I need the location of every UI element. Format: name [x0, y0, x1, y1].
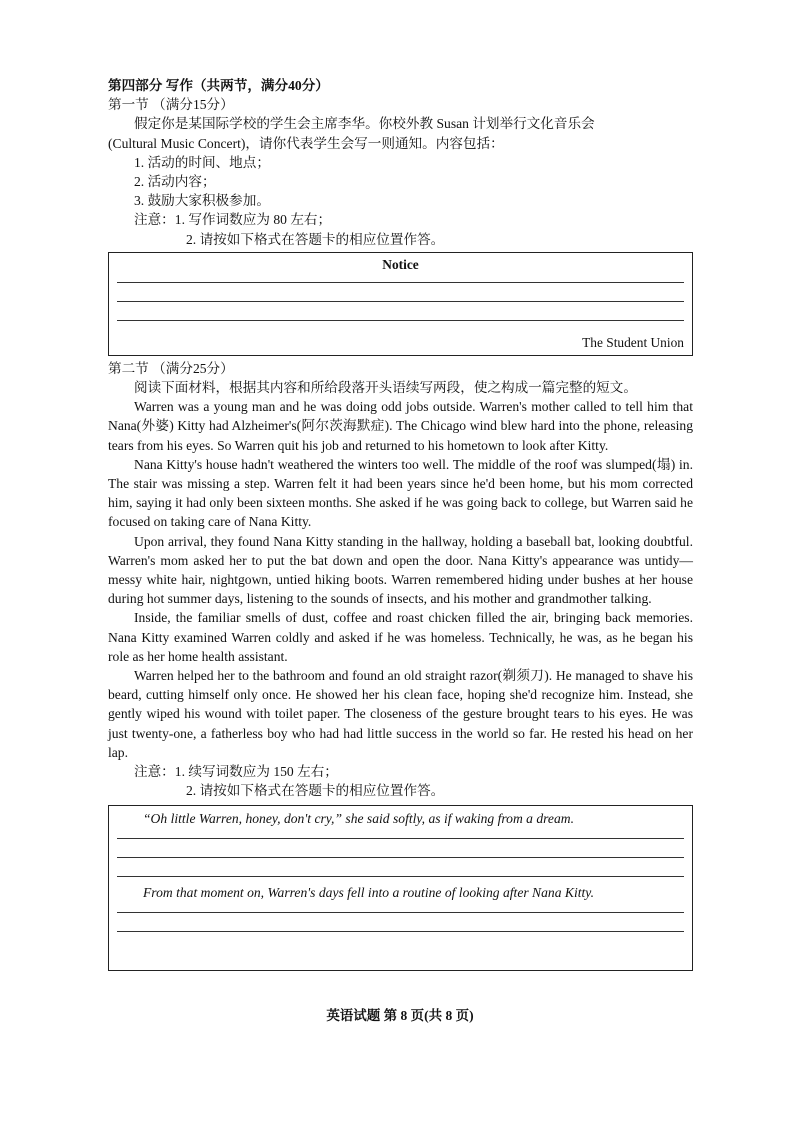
answer-line — [117, 931, 684, 932]
page-footer: 英语试题 第 8 页(共 8 页) — [326, 1008, 474, 1023]
story-paragraph-1: Warren was a young man and he was doing odd jobs outside. Warren's mother called to tell him that Nana(外婆) Kitty had Alzheimer's(阿尔茨海默症). The Chicago wind blew hard into the phone, releasing tears from his eyes. So Warren quit his job and returned to his hometown to look after Kitty. — [108, 399, 693, 453]
answer-line — [117, 876, 684, 877]
answer-line — [117, 320, 684, 321]
notice-answer-box — [108, 252, 693, 356]
continuation-opening-2: From that moment on, Warren's days fell into a routine of looking after Nana Kitty. — [143, 884, 594, 900]
story-paragraph-4: Inside, the familiar smells of dust, coffee and roast chicken filled the air, bringing back memories. Nana Kitty examined Warren coldly and asked if he was homeless. Technically, he was, as he began his role as her home health assistant. — [108, 610, 693, 664]
answer-line — [117, 857, 684, 858]
answer-line — [117, 912, 684, 913]
part1-item-3: 3. 鼓励大家积极参加。 — [134, 193, 270, 209]
part2-note-1: 注意：1. 续写词数应为 150 左右； — [134, 764, 338, 780]
answer-line — [117, 282, 684, 283]
part1-heading: 第一节 （满分15分） — [108, 97, 234, 113]
story-paragraph-3: Upon arrival, they found Nana Kitty standing in the hallway, holding a baseball bat, looking doubtful. Warren's mom asked her to put the bat down and open the door. Nana Kitty's appearance was untidy—messy white hair, nightgown, untied hiking boots. Warren remembered hiding under bushes at her house during hot summer days, listening to the sounds of insects, and his mother and grandmother talking. — [108, 533, 693, 607]
notice-signature: The Student Union — [582, 334, 684, 350]
part1-intro-line-1: 假定你是某国际学校的学生会主席李华。你校外教 Susan 计划举行文化音乐会 — [134, 116, 595, 132]
story-paragraph-2: Nana Kitty's house hadn't weathered the winters too well. The middle of the roof was slumped(塌) in. The stair was missing a step. Warren felt it had been years since he'd been home, but his mom corrected him, saying it had only been sixteen months. She asked if he was going back to college, but Warren said he focused on taking care of Nana Kitty. — [108, 456, 693, 530]
part1-note-1: 注意：1. 写作词数应为 80 左右； — [134, 212, 332, 228]
part2-heading: 第二节 （满分25分） — [108, 360, 234, 376]
answer-line — [117, 301, 684, 302]
continuation-opening-1: “Oh little Warren, honey, don't cry,” she said softly, as if waking from a dream. — [143, 810, 574, 826]
part2-intro: 阅读下面材料，根据其内容和所给段落开头语续写两段，使之构成一篇完整的短文。 — [134, 380, 637, 396]
part2-note-2: 2. 请按如下格式在答题卡的相应位置作答。 — [186, 783, 445, 799]
story-paragraph-5: Warren helped her to the bathroom and found an old straight razor(剃须刀). He managed to shave his beard, cutting himself only once. He showed her his clean face, hoping she'd recognize him. Instead, she gently wiped his wound with toilet paper. The closeness of the gesture brought tears to his eyes. He was just twenty-one, a fatherless boy who had had little success in the world so far. He rested his head on her lap. — [108, 668, 693, 760]
section-heading: 第四部分 写作（共两节，满分40分） — [108, 78, 329, 93]
answer-line — [117, 838, 684, 839]
part1-item-1: 1. 活动的时间、地点； — [134, 154, 270, 170]
part1-note-2: 2. 请按如下格式在答题卡的相应位置作答。 — [186, 231, 445, 247]
exam-page — [108, 76, 693, 974]
notice-title: Notice — [382, 256, 419, 272]
part1-intro-line-2: (Cultural Music Concert)，请你代表学生会写一则通知。内容包括： — [108, 135, 504, 151]
part1-item-2: 2. 活动内容； — [134, 174, 216, 190]
continuation-answer-box — [108, 805, 693, 971]
